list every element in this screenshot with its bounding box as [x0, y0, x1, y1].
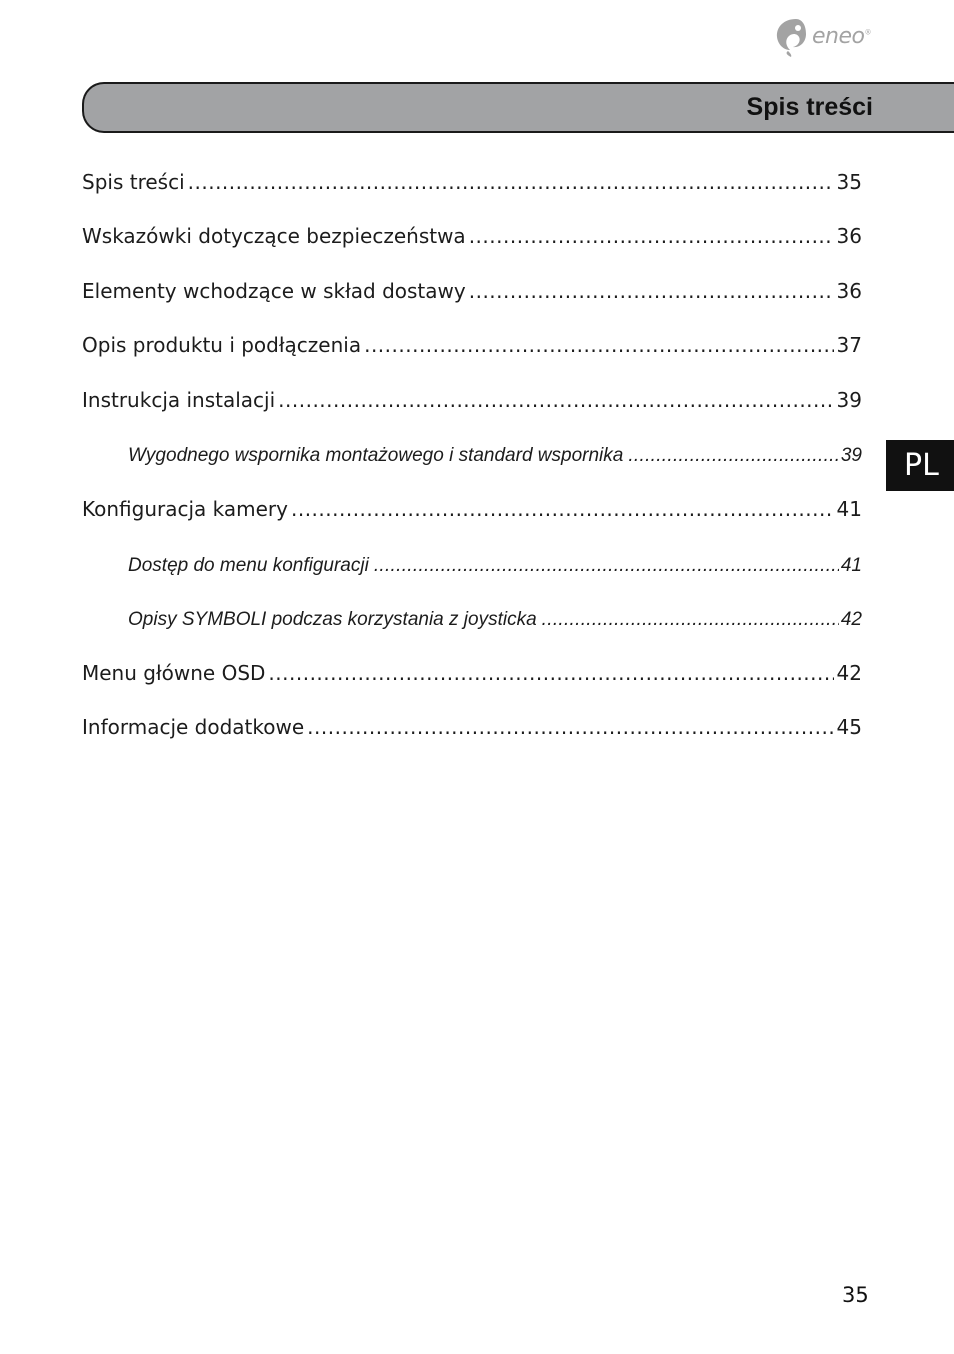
- toc-entry-label: Opisy SYMBOLI podczas korzystania z joysticka: [128, 609, 537, 630]
- toc-entry[interactable]: [82, 333, 862, 357]
- toc-entry-label: Dostęp do menu konfiguracji: [128, 555, 369, 576]
- toc-entry-label: Spis treści: [82, 170, 185, 194]
- toc-subentry[interactable]: [128, 555, 862, 577]
- toc-entry[interactable]: [82, 170, 862, 194]
- toc-entry-page: 37: [836, 333, 862, 357]
- eneo-swirl-icon: [774, 17, 808, 57]
- toc-entry-page: 36: [836, 279, 862, 303]
- toc-entry-page: 35: [836, 170, 862, 194]
- toc-entry[interactable]: [82, 715, 862, 739]
- toc-entry-page: 39: [836, 388, 862, 412]
- toc-entry-page: 39: [840, 445, 862, 466]
- toc-entry-label: Wygodnego wspornika montażowego i standard wspornika: [128, 445, 624, 466]
- toc-subentry[interactable]: [128, 609, 862, 631]
- language-tab: PL: [886, 440, 954, 491]
- toc-entry-label: Informacje dodatkowe: [82, 715, 305, 739]
- eneo-logo: [774, 16, 884, 58]
- toc-leader-dots: [364, 333, 833, 357]
- toc-entry[interactable]: [82, 388, 862, 412]
- page-title: Spis treści: [746, 93, 873, 121]
- toc-entry[interactable]: [82, 279, 862, 303]
- toc-entry-page: 42: [840, 609, 862, 630]
- toc-entry[interactable]: [82, 661, 862, 685]
- toc-entry-page: 41: [840, 555, 862, 576]
- toc-entry[interactable]: [82, 224, 862, 248]
- toc-entry-label: Instrukcja instalacji: [82, 388, 276, 412]
- toc-leader-dots: [469, 279, 834, 303]
- toc-entry[interactable]: [82, 497, 862, 521]
- toc-leader-dots: [307, 715, 833, 739]
- toc-leader-dots: [278, 388, 833, 412]
- toc-entry-page: 45: [836, 715, 862, 739]
- toc-leader-dots: [542, 609, 839, 631]
- toc-entry-label: Wskazówki dotyczące bezpieczeństwa: [82, 224, 466, 248]
- toc-subentry[interactable]: [128, 445, 862, 467]
- toc-leader-dots: [188, 170, 834, 194]
- toc-leader-dots: [628, 445, 839, 467]
- toc-leader-dots: [268, 661, 833, 685]
- toc-entry-label: Konfiguracja kamery: [82, 497, 288, 521]
- toc-leader-dots: [469, 224, 834, 248]
- toc-entry-label: Elementy wchodzące w skład dostawy: [82, 279, 466, 303]
- toc-entry-label: Menu główne OSD: [82, 661, 266, 685]
- toc-leader-dots: [374, 555, 839, 577]
- toc-entry-page: 42: [836, 661, 862, 685]
- toc-entry-page: 41: [836, 497, 862, 521]
- toc-leader-dots: [291, 497, 834, 521]
- toc-entry-page: 36: [836, 224, 862, 248]
- page-number: 35: [842, 1283, 869, 1307]
- section-title-bar: [82, 82, 954, 133]
- logo-text: eneo®: [812, 23, 871, 49]
- toc-entry-label: Opis produktu i podłączenia: [82, 333, 362, 357]
